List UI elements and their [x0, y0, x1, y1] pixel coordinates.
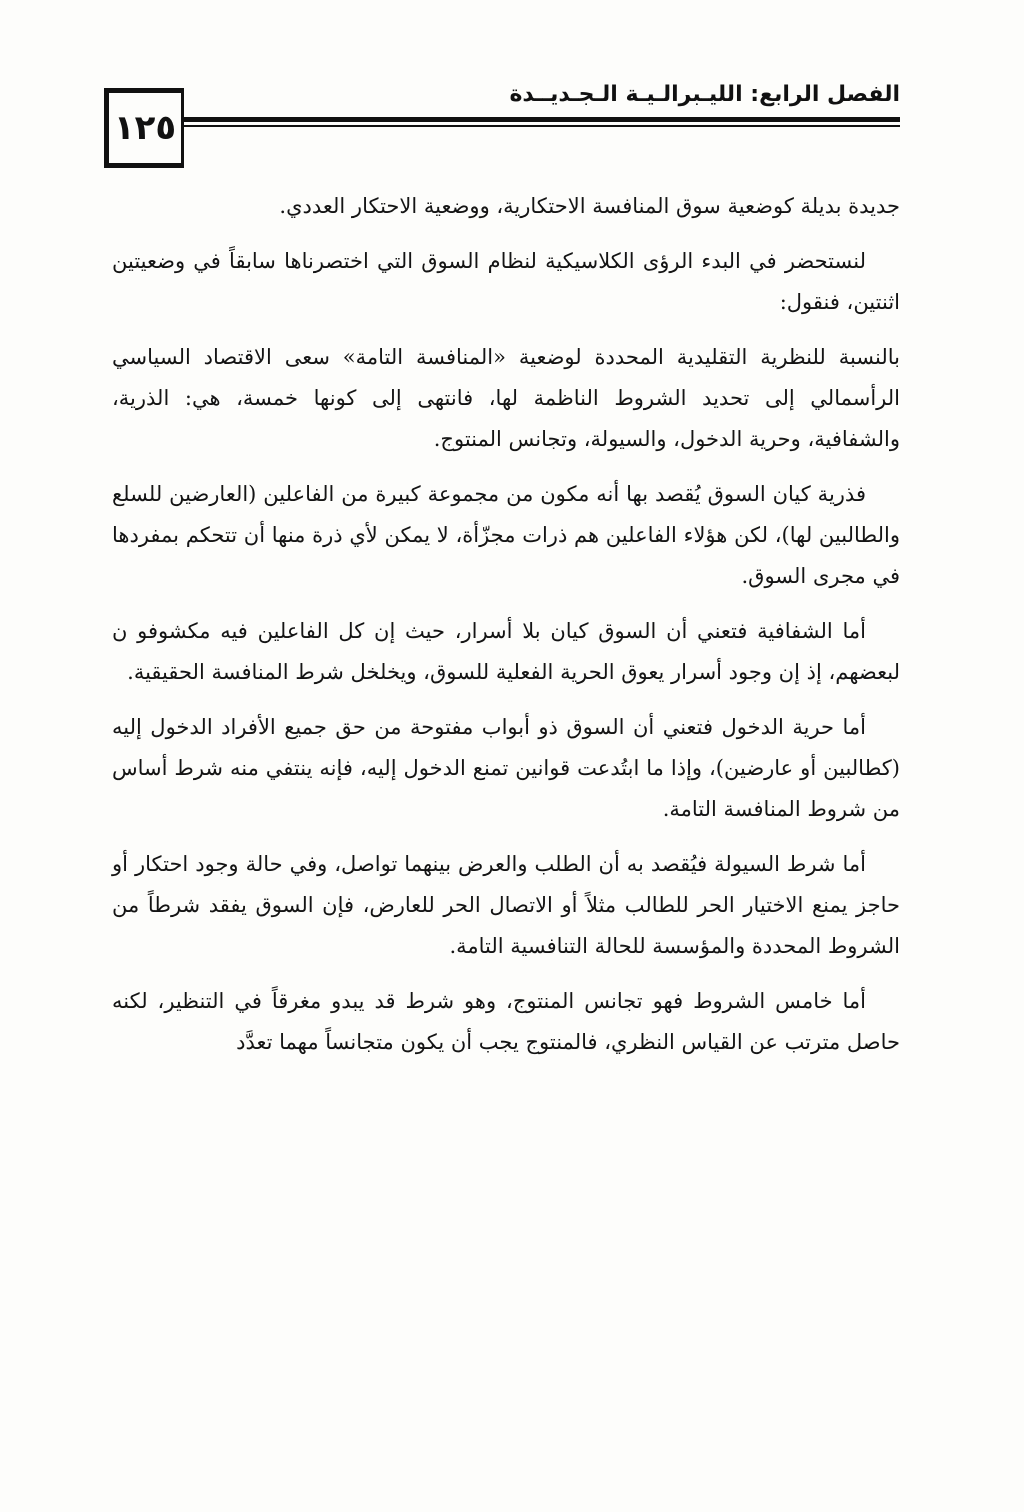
paragraph-1: جديدة بديلة كوضعية سوق المنافسة الاحتكارية، ووضعية الاحتكار العددي. — [279, 194, 900, 218]
page-number-box — [104, 88, 184, 168]
paragraph-4: فذرية كيان السوق يُقصد بها أنه مكون من مجموعة كبيرة من الفاعلين (العارضين للسلع والطالبين لها)، لكن هؤلاء الفاعلين هم ذرات مجزّأة، لا يمكن لأي ذرة منها أن تتحكم بمفردها في مجرى السوق. — [112, 482, 900, 588]
paragraph-3: بالنسبة للنظرية التقليدية المحددة لوضعية «المنافسة التامة» سعى الاقتصاد السياسي الرأسمالي إلى تحديد الشروط الناظمة لها، فانتهى إلى كونها خمسة، هي: الذرية، والشفافية، وحرية الدخول، والسيولة، وتجانس المنتوج. — [112, 345, 900, 451]
paragraph-5: أما الشفافية فتعني أن السوق كيان بلا أسرار، حيث إن كل الفاعلين فيه مكشوفو ن لبعضهم، إذ إن وجود أسرار يعوق الحرية الفعلية للسوق، ويخلخل شرط المنافسة الحقيقية. — [112, 619, 900, 684]
page-number: ١٢٥ — [113, 108, 177, 148]
page-header — [104, 82, 900, 176]
paragraph-2: لنستحضر في البدء الرؤى الكلاسيكية لنظام السوق التي اختصرناها سابقاً في وضعيتين اثنتين، فنقول: — [112, 249, 900, 314]
page-body — [112, 186, 900, 1077]
header-rule-thin — [182, 125, 900, 127]
paragraph-6: أما حرية الدخول فتعني أن السوق ذو أبواب مفتوحة من حق جميع الأفراد الدخول إليه (كطالبين أو عارضين)، وإذا ما ابتُدعت قوانين تمنع الدخول إليه، فإنه ينتفي منه شرط أساس من شروط المنافسة التامة. — [112, 715, 900, 821]
paragraph-8: أما خامس الشروط فهو تجانس المنتوج، وهو شرط قد يبدو مغرقاً في التنظير، لكنه حاصل مترتب عن القياس النظري، فالمنتوج يجب أن يكون متجانساً مهما تعدَّد — [112, 989, 900, 1054]
chapter-title: الفصل الرابع: الليـبرالـيـة الـجـديــدة — [509, 82, 900, 107]
header-rule-thick — [182, 117, 900, 122]
paragraph-7: أما شرط السيولة فيُقصد به أن الطلب والعرض بينهما تواصل، وفي حالة وجود احتكار أو حاجز يمنع الاختيار الحر للطالب مثلاً أو الاتصال الحر للعارض، فإن السوق يفقد شرطاً من الشروط المحددة والمؤسسة للحالة التنافسية التامة. — [112, 852, 900, 958]
